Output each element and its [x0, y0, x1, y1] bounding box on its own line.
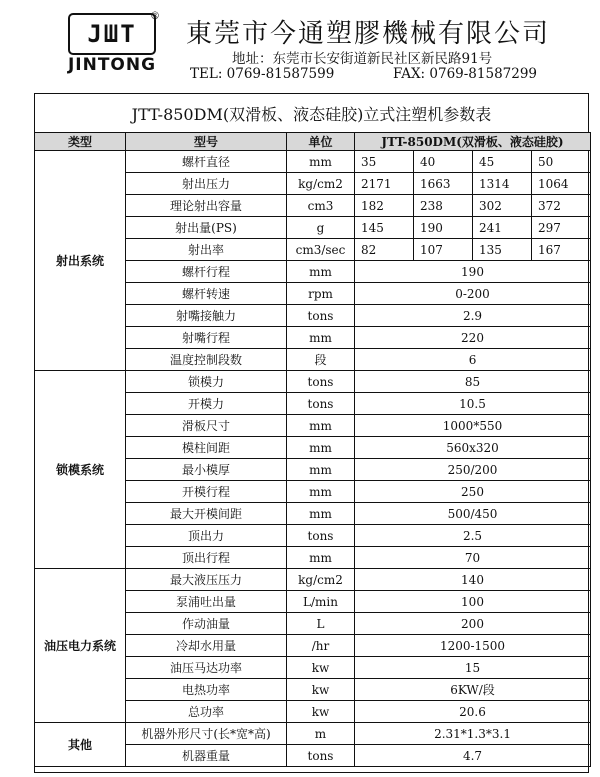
param-name: 冷却水用量: [126, 635, 287, 657]
param-unit: mm: [287, 437, 355, 459]
param-unit: cm3: [287, 195, 355, 217]
param-unit: g: [287, 217, 355, 239]
param-value: 182: [355, 195, 414, 217]
param-value: 190: [355, 261, 591, 283]
param-name: 锁模力: [126, 371, 287, 393]
param-unit: mm: [287, 261, 355, 283]
header-unit: 单位: [287, 133, 355, 151]
sheet-title: JTT-850DM(双滑板、液态硅胶)立式注塑机参数表: [131, 105, 492, 124]
param-unit: kw: [287, 701, 355, 723]
param-value: 145: [355, 217, 414, 239]
table-row: [35, 723, 591, 745]
param-unit: mm: [287, 327, 355, 349]
param-unit: kg/cm2: [287, 173, 355, 195]
param-value: 2.31*1.3*3.1: [355, 723, 591, 745]
param-value: 100: [355, 591, 591, 613]
header-type: 类型: [35, 133, 126, 151]
param-value: 82: [355, 239, 414, 261]
section-name: 其他: [35, 723, 126, 767]
param-value: 20.6: [355, 701, 591, 723]
param-unit: L: [287, 613, 355, 635]
param-unit: mm: [287, 503, 355, 525]
param-name: 射嘴行程: [126, 327, 287, 349]
param-value: 107: [414, 239, 473, 261]
param-unit: mm: [287, 415, 355, 437]
param-unit: tons: [287, 525, 355, 547]
param-name: 作动油量: [126, 613, 287, 635]
param-value: 6: [355, 349, 591, 371]
logo-mark: JШT: [68, 13, 156, 55]
param-value: 10.5: [355, 393, 591, 415]
param-value: 135: [473, 239, 532, 261]
registered-mark: ®: [150, 11, 160, 22]
param-value: 250: [355, 481, 591, 503]
company-address: 地址：东莞市长安街道新民社区新民路91号: [232, 51, 493, 67]
param-value: 140: [355, 569, 591, 591]
param-value: 1000*550: [355, 415, 591, 437]
param-name: 机器外形尺寸(长*宽*高): [126, 723, 287, 745]
param-value: 200: [355, 613, 591, 635]
param-value: 297: [532, 217, 591, 239]
param-value: 302: [473, 195, 532, 217]
section-name: 锁模系统: [35, 371, 126, 569]
header-model: 型号: [126, 133, 287, 151]
param-value: 220: [355, 327, 591, 349]
param-name: 最大液压压力: [126, 569, 287, 591]
param-name: 螺杆转速: [126, 283, 287, 305]
param-unit: tons: [287, 305, 355, 327]
table-header-row: [35, 133, 591, 151]
spec-sheet: [34, 93, 589, 773]
param-name: 射出量(PS): [126, 217, 287, 239]
section-name: 射出系统: [35, 151, 126, 371]
table-row: [35, 371, 591, 393]
company-logo: [66, 11, 158, 77]
param-value: 85: [355, 371, 591, 393]
param-value: 560x320: [355, 437, 591, 459]
param-name: 温度控制段数: [126, 349, 287, 371]
param-value: 2.5: [355, 525, 591, 547]
param-value: 0-200: [355, 283, 591, 305]
spec-table: [34, 132, 591, 767]
param-unit: kg/cm2: [287, 569, 355, 591]
param-value: 15: [355, 657, 591, 679]
param-unit: L/min: [287, 591, 355, 613]
param-value: 6KW/段: [355, 679, 591, 701]
param-unit: tons: [287, 371, 355, 393]
param-value: 190: [414, 217, 473, 239]
table-row: [35, 569, 591, 591]
param-value: 2.9: [355, 305, 591, 327]
param-value: 372: [532, 195, 591, 217]
param-unit: tons: [287, 745, 355, 767]
param-unit: mm: [287, 151, 355, 173]
param-unit: rpm: [287, 283, 355, 305]
param-unit: /hr: [287, 635, 355, 657]
param-unit: kw: [287, 657, 355, 679]
param-name: 最大开模间距: [126, 503, 287, 525]
company-name: 東莞市今通塑膠機械有限公司: [186, 19, 551, 49]
param-name: 射出压力: [126, 173, 287, 195]
param-value: 241: [473, 217, 532, 239]
param-name: 开模行程: [126, 481, 287, 503]
param-name: 射出率: [126, 239, 287, 261]
param-value: 500/450: [355, 503, 591, 525]
company-tel: TEL: 0769-81587599: [190, 66, 335, 82]
param-name: 模柱间距: [126, 437, 287, 459]
param-value: 1064: [532, 173, 591, 195]
param-unit: mm: [287, 547, 355, 569]
param-name: 电热功率: [126, 679, 287, 701]
param-unit: 段: [287, 349, 355, 371]
param-name: 顶出力: [126, 525, 287, 547]
param-name: 滑板尺寸: [126, 415, 287, 437]
param-value: 4.7: [355, 745, 591, 767]
param-unit: mm: [287, 481, 355, 503]
param-value: 1663: [414, 173, 473, 195]
company-fax: FAX: 0769-81587299: [393, 66, 538, 82]
param-name: 最小模厚: [126, 459, 287, 481]
param-name: 开模力: [126, 393, 287, 415]
param-name: 射嘴接触力: [126, 305, 287, 327]
param-value: 40: [414, 151, 473, 173]
logo-name: JINTONG: [67, 55, 157, 75]
param-value: 1200-1500: [355, 635, 591, 657]
param-value: 250/200: [355, 459, 591, 481]
param-value: 50: [532, 151, 591, 173]
param-value: 1314: [473, 173, 532, 195]
param-name: 油压马达功率: [126, 657, 287, 679]
param-name: 螺杆行程: [126, 261, 287, 283]
param-value: 2171: [355, 173, 414, 195]
param-name: 顶出行程: [126, 547, 287, 569]
param-name: 螺杆直径: [126, 151, 287, 173]
param-value: 238: [414, 195, 473, 217]
param-unit: m: [287, 723, 355, 745]
spec-table-body: [35, 151, 591, 767]
param-unit: tons: [287, 393, 355, 415]
param-unit: mm: [287, 459, 355, 481]
header-machine: JTT-850DM(双滑板、液态硅胶): [355, 133, 591, 151]
param-name: 总功率: [126, 701, 287, 723]
param-unit: cm3/sec: [287, 239, 355, 261]
param-value: 45: [473, 151, 532, 173]
param-value: 167: [532, 239, 591, 261]
param-name: 机器重量: [126, 745, 287, 767]
param-value: 70: [355, 547, 591, 569]
param-name: 理论射出容量: [126, 195, 287, 217]
param-value: 35: [355, 151, 414, 173]
param-name: 泵浦吐出量: [126, 591, 287, 613]
table-row: [35, 151, 591, 173]
section-name: 油压电力系统: [35, 569, 126, 723]
param-unit: kw: [287, 679, 355, 701]
